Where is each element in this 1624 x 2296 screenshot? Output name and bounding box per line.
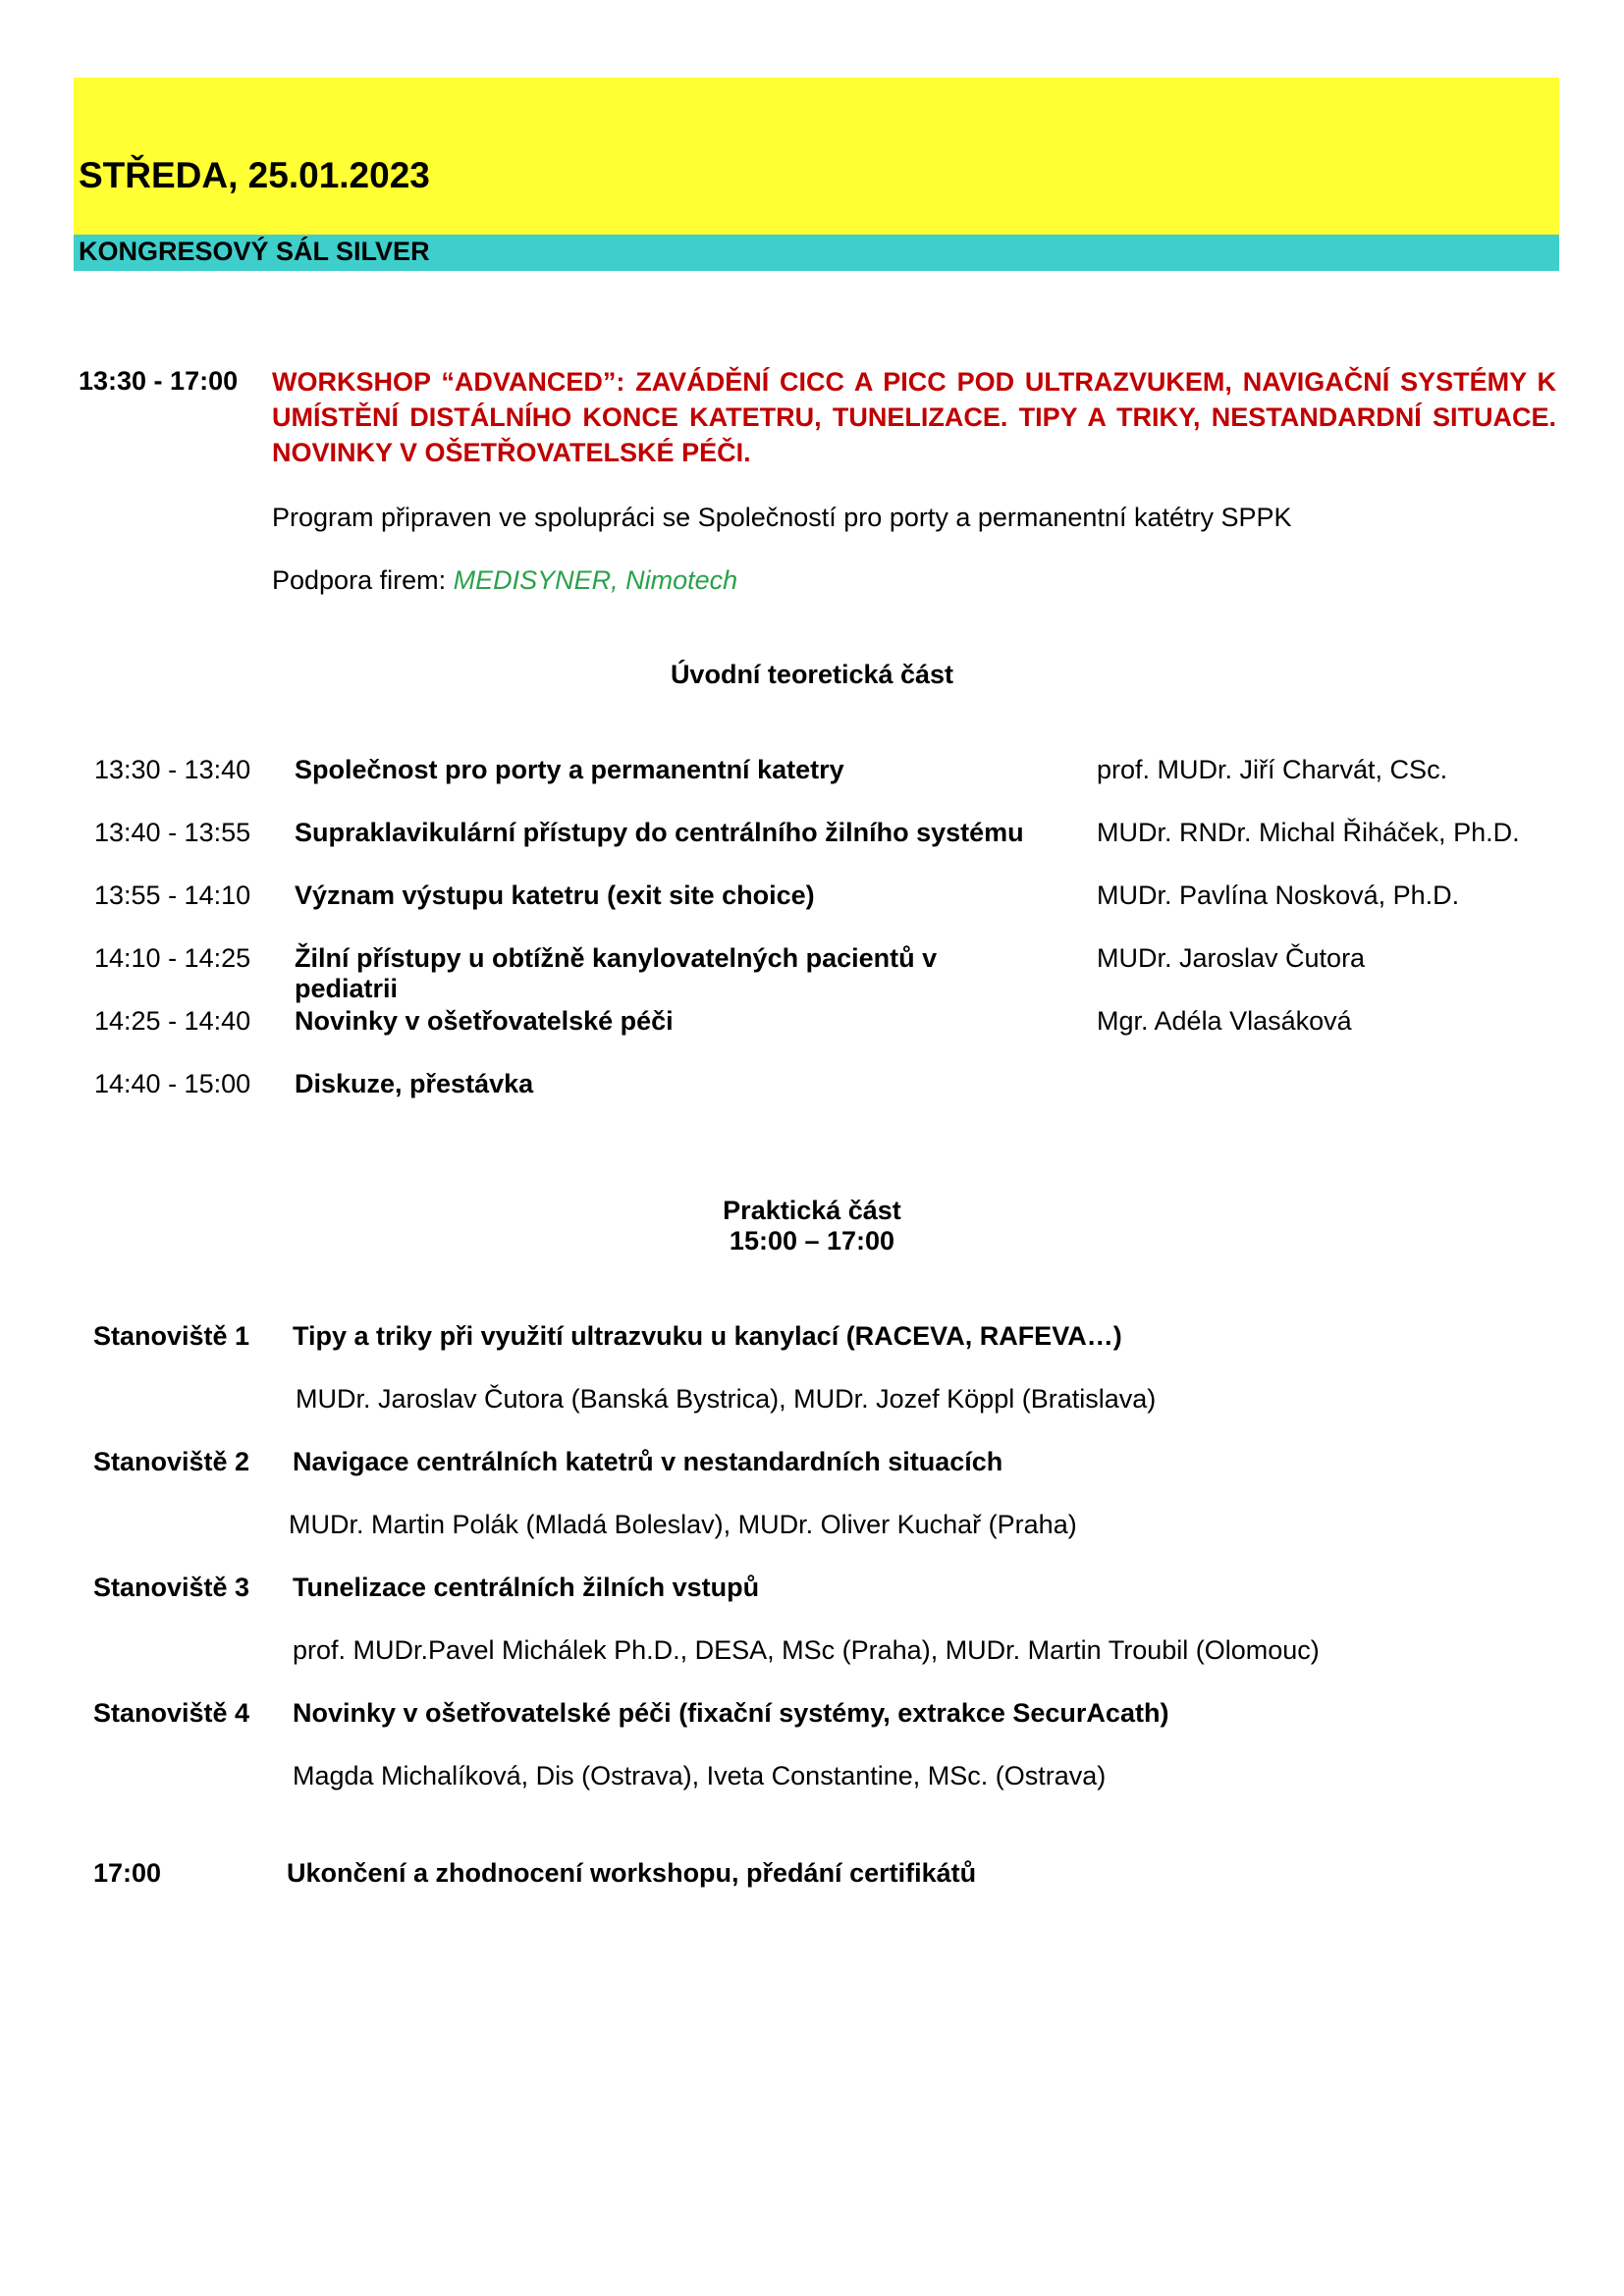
talk-speaker: MUDr. Pavlína Nosková, Ph.D.	[1097, 881, 1460, 910]
talk-title: Novinky v ošetřovatelské péči	[295, 1006, 674, 1036]
talk-time: 14:40 - 15:00	[94, 1069, 251, 1098]
support-firms: MEDISYNER, Nimotech	[453, 565, 738, 595]
station-people: MUDr. Jaroslav Čutora (Banská Bystrica), MUDr. Jozef Köppl (Bratislava)	[296, 1384, 1157, 1414]
workshop-title: WORKSHOP “ADVANCED”: ZAVÁDĚNÍ CICC A PICC POD ULTRAZVUKEM, NAVIGAČNÍ SYSTÉMY K UMÍSTĚNÍ DISTÁLNÍHO KONCE KATETRU, TUNELIZACE. TIPY A TRIKY, NESTANDARDNÍ SITUACE. NOVINKY V OŠETŘOVATELSKÉ PÉČI.	[272, 367, 1556, 467]
closing-title: Ukončení a zhodnocení workshopu, předání certifikátů	[287, 1858, 977, 1888]
station-label: Stanoviště 4	[93, 1698, 250, 1728]
talk-title: Supraklavikulární přístupy do centrálního žilního systému	[295, 818, 1024, 847]
talk-title: Význam výstupu katetru (exit site choice)	[295, 881, 815, 910]
talk-title: Diskuze, přestávka	[295, 1069, 534, 1098]
talk-speaker: prof. MUDr. Jiří Charvát, CSc.	[1097, 755, 1448, 784]
program-note: Program připraven ve spolupráci se Společností pro porty a permanentní katétry SPPK	[272, 503, 1292, 532]
talk-time: 13:40 - 13:55	[94, 818, 251, 847]
practical-section-time: 15:00 – 17:00	[729, 1226, 895, 1255]
station-title: Novinky v ošetřovatelské péči (fixační systémy, extrakce SecurAcath)	[293, 1698, 1169, 1728]
station-title: Tunelizace centrálních žilních vstupů	[293, 1573, 760, 1602]
talk-speaker: Mgr. Adéla Vlasáková	[1097, 1006, 1352, 1036]
theory-section-title: Úvodní teoretická část	[670, 660, 954, 689]
day-title: STŘEDA, 25.01.2023	[79, 155, 430, 195]
talk-time: 13:55 - 14:10	[94, 881, 251, 910]
room-title: KONGRESOVÝ SÁL SILVER	[79, 237, 430, 266]
station-label: Stanoviště 3	[93, 1573, 250, 1602]
station-people: MUDr. Martin Polák (Mladá Boleslav), MUDr. Oliver Kuchař (Praha)	[289, 1510, 1077, 1539]
talk-speaker: MUDr. RNDr. Michal Řiháček, Ph.D.	[1097, 818, 1520, 847]
support-label: Podpora firem:	[272, 565, 454, 595]
talk-time: 14:25 - 14:40	[94, 1006, 251, 1036]
station-people: Magda Michalíková, Dis (Ostrava), Iveta Constantine, MSc. (Ostrava)	[293, 1761, 1107, 1790]
closing-time: 17:00	[93, 1858, 162, 1888]
talk-title: Společnost pro porty a permanentní katetry	[295, 755, 844, 784]
station-label: Stanoviště 2	[93, 1447, 250, 1476]
workshop-time: 13:30 - 17:00	[79, 366, 239, 396]
talk-title: Žilní přístupy u obtížně kanylovatelných pacientů v pediatrii	[295, 943, 938, 1003]
practical-section-title: Praktická část	[723, 1196, 901, 1225]
talk-speaker: MUDr. Jaroslav Čutora	[1097, 943, 1366, 973]
talk-time: 13:30 - 13:40	[94, 755, 251, 784]
station-title: Navigace centrálních katetrů v nestandardních situacích	[293, 1447, 1003, 1476]
station-people: prof. MUDr.Pavel Michálek Ph.D., DESA, MSc (Praha), MUDr. Martin Troubil (Olomouc)	[293, 1635, 1320, 1665]
station-title: Tipy a triky při využití ultrazvuku u kanylací (RACEVA, RAFEVA…)	[293, 1321, 1122, 1351]
talk-time: 14:10 - 14:25	[94, 943, 251, 973]
support-line	[272, 565, 737, 596]
station-label: Stanoviště 1	[93, 1321, 250, 1351]
